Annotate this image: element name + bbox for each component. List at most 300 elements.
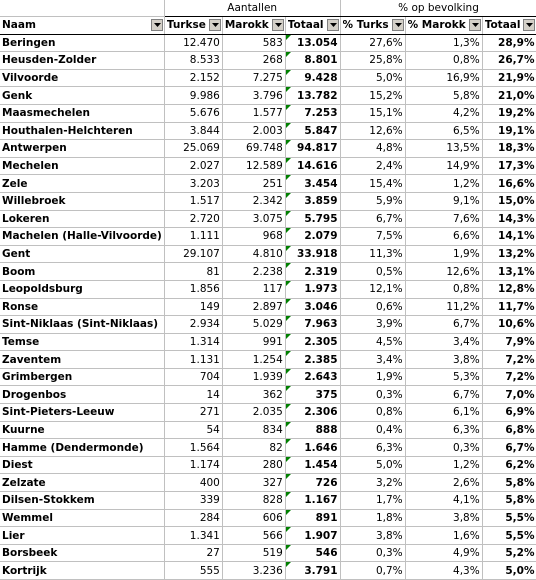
- cell-totaal[interactable]: 9.428: [285, 69, 340, 87]
- cell-turkse[interactable]: 29.107: [164, 245, 222, 263]
- table-row: [0, 421, 536, 439]
- cell-pct-turks[interactable]: 3,2%: [340, 474, 405, 492]
- cell-pct-totaal[interactable]: 7,2%: [482, 351, 536, 369]
- cell-marokk[interactable]: 519: [222, 544, 285, 562]
- cell-naam[interactable]: Maasmechelen: [0, 104, 164, 122]
- cell-pct-turks[interactable]: 27,6%: [340, 34, 405, 52]
- table-row: [0, 104, 536, 122]
- group-pct-bevolking: % op bevolking: [340, 0, 536, 17]
- cell-naam[interactable]: Zelzate: [0, 474, 164, 492]
- cell-pct-totaal[interactable]: 21,0%: [482, 87, 536, 105]
- cell-marokk[interactable]: 2.238: [222, 263, 285, 281]
- cell-turkse[interactable]: 1.174: [164, 456, 222, 474]
- formula-indicator-icon: [286, 35, 291, 40]
- cell-totaal[interactable]: 2.385: [285, 351, 340, 369]
- cell-turkse[interactable]: 9.986: [164, 87, 222, 105]
- cell-naam[interactable]: Heusden-Zolder: [0, 52, 164, 70]
- cell-pct-turks[interactable]: 5,0%: [340, 456, 405, 474]
- cell-turkse[interactable]: 1.341: [164, 527, 222, 545]
- cell-pct-marokk[interactable]: 9,1%: [405, 192, 482, 210]
- cell-pct-totaal[interactable]: 19,1%: [482, 122, 536, 140]
- formula-indicator-icon: [286, 211, 291, 216]
- cell-marokk[interactable]: 3.796: [222, 87, 285, 105]
- cell-turkse[interactable]: 54: [164, 421, 222, 439]
- table-row: [0, 492, 536, 510]
- cell-marokk[interactable]: 3.236: [222, 562, 285, 580]
- filter-dropdown-button[interactable]: [151, 19, 163, 31]
- cell-pct-turks[interactable]: 25,8%: [340, 52, 405, 70]
- cell-marokk[interactable]: 968: [222, 228, 285, 246]
- cell-totaal[interactable]: 1.167: [285, 492, 340, 510]
- cell-pct-totaal[interactable]: 14,3%: [482, 210, 536, 228]
- cell-turkse[interactable]: 14: [164, 386, 222, 404]
- cell-marokk[interactable]: 5.029: [222, 316, 285, 334]
- cell-pct-marokk[interactable]: 1,6%: [405, 527, 482, 545]
- cell-pct-totaal[interactable]: 12,8%: [482, 280, 536, 298]
- formula-indicator-icon: [286, 281, 291, 286]
- formula-indicator-icon: [286, 404, 291, 409]
- column-header-marokk: [222, 17, 285, 35]
- cell-totaal[interactable]: 13.782: [285, 87, 340, 105]
- formula-indicator-icon: [286, 562, 291, 567]
- table-row: [0, 509, 536, 527]
- table-row: [0, 228, 536, 246]
- dropdown-arrow-icon: [330, 23, 337, 27]
- table-row: [0, 192, 536, 210]
- cell-pct-totaal[interactable]: 5,2%: [482, 544, 536, 562]
- cell-totaal[interactable]: 1.907: [285, 527, 340, 545]
- cell-pct-marokk[interactable]: 2,6%: [405, 474, 482, 492]
- column-header-pct-turks: [340, 17, 405, 35]
- cell-totaal[interactable]: 7.963: [285, 316, 340, 334]
- cell-totaal[interactable]: 7.253: [285, 104, 340, 122]
- cell-pct-marokk[interactable]: 1,9%: [405, 245, 482, 263]
- cell-totaal[interactable]: 375: [285, 386, 340, 404]
- cell-naam[interactable]: Leopoldsburg: [0, 280, 164, 298]
- table-row: [0, 333, 536, 351]
- table-row: [0, 439, 536, 457]
- cell-totaal[interactable]: 5.847: [285, 122, 340, 140]
- filter-dropdown-button[interactable]: [392, 19, 404, 31]
- cell-pct-marokk[interactable]: 0,8%: [405, 52, 482, 70]
- cell-pct-turks[interactable]: 2,4%: [340, 157, 405, 175]
- cell-pct-marokk[interactable]: 0,3%: [405, 439, 482, 457]
- cell-turkse[interactable]: 1.131: [164, 351, 222, 369]
- group-header-row: [0, 0, 536, 17]
- cell-totaal[interactable]: 13.054: [285, 34, 340, 52]
- column-header-pct-marokk: [405, 17, 482, 35]
- cell-totaal[interactable]: 546: [285, 544, 340, 562]
- cell-pct-marokk[interactable]: 4,9%: [405, 544, 482, 562]
- column-header-pct-totaal: [482, 17, 536, 35]
- cell-pct-totaal[interactable]: 7,9%: [482, 333, 536, 351]
- cell-pct-totaal[interactable]: 13,2%: [482, 245, 536, 263]
- cell-pct-totaal[interactable]: 5,5%: [482, 527, 536, 545]
- cell-marokk[interactable]: 7.275: [222, 69, 285, 87]
- cell-naam[interactable]: Wemmel: [0, 509, 164, 527]
- cell-naam[interactable]: Zaventem: [0, 351, 164, 369]
- table-row: [0, 298, 536, 316]
- cell-marokk[interactable]: 3.075: [222, 210, 285, 228]
- cell-turkse[interactable]: 1.564: [164, 439, 222, 457]
- table-row: [0, 52, 536, 70]
- table-row: [0, 175, 536, 193]
- column-header-label: % Turks: [342, 19, 389, 32]
- cell-naam[interactable]: Kortrijk: [0, 562, 164, 580]
- cell-totaal[interactable]: 8.801: [285, 52, 340, 70]
- cell-pct-marokk[interactable]: 11,2%: [405, 298, 482, 316]
- cell-pct-turks[interactable]: 0,4%: [340, 421, 405, 439]
- cell-marokk[interactable]: 1.254: [222, 351, 285, 369]
- cell-turkse[interactable]: 2.720: [164, 210, 222, 228]
- cell-pct-turks[interactable]: 4,5%: [340, 333, 405, 351]
- cell-marokk[interactable]: 268: [222, 52, 285, 70]
- cell-pct-totaal[interactable]: 26,7%: [482, 52, 536, 70]
- cell-totaal[interactable]: 94.817: [285, 140, 340, 158]
- cell-pct-totaal[interactable]: 21,9%: [482, 69, 536, 87]
- formula-indicator-icon: [286, 316, 291, 321]
- cell-pct-totaal[interactable]: 17,3%: [482, 157, 536, 175]
- table-row: [0, 562, 536, 580]
- formula-indicator-icon: [286, 492, 291, 497]
- cell-marokk[interactable]: 834: [222, 421, 285, 439]
- cell-totaal[interactable]: 3.046: [285, 298, 340, 316]
- column-header-label: Naam: [2, 19, 36, 32]
- cell-turkse[interactable]: 8.533: [164, 52, 222, 70]
- cell-turkse[interactable]: 3.844: [164, 122, 222, 140]
- cell-pct-totaal[interactable]: 18,3%: [482, 140, 536, 158]
- cell-pct-turks[interactable]: 15,1%: [340, 104, 405, 122]
- table-row: [0, 87, 536, 105]
- cell-turkse[interactable]: 2.934: [164, 316, 222, 334]
- cell-marokk[interactable]: 606: [222, 509, 285, 527]
- cell-pct-totaal[interactable]: 6,2%: [482, 456, 536, 474]
- cell-pct-marokk[interactable]: 5,8%: [405, 87, 482, 105]
- cell-pct-totaal[interactable]: 14,1%: [482, 228, 536, 246]
- cell-pct-marokk[interactable]: 4,2%: [405, 104, 482, 122]
- formula-indicator-icon: [286, 299, 291, 304]
- formula-indicator-icon: [286, 228, 291, 233]
- cell-marokk[interactable]: 362: [222, 386, 285, 404]
- cell-totaal[interactable]: 14.616: [285, 157, 340, 175]
- cell-marokk[interactable]: 69.748: [222, 140, 285, 158]
- cell-pct-marokk[interactable]: 12,6%: [405, 263, 482, 281]
- cell-turkse[interactable]: 3.203: [164, 175, 222, 193]
- cell-turkse[interactable]: 1.111: [164, 228, 222, 246]
- cell-pct-turks[interactable]: 4,8%: [340, 140, 405, 158]
- cell-pct-turks[interactable]: 15,4%: [340, 175, 405, 193]
- cell-pct-totaal[interactable]: 28,9%: [482, 34, 536, 52]
- column-header-totaal: [285, 17, 340, 35]
- table-row: [0, 210, 536, 228]
- cell-pct-turks[interactable]: 0,3%: [340, 386, 405, 404]
- cell-pct-marokk[interactable]: 1,3%: [405, 34, 482, 52]
- cell-pct-turks[interactable]: 15,2%: [340, 87, 405, 105]
- cell-pct-turks[interactable]: 12,1%: [340, 280, 405, 298]
- cell-naam[interactable]: Sint-Niklaas (Sint-Niklaas): [0, 316, 164, 334]
- formula-indicator-icon: [286, 510, 291, 515]
- cell-naam[interactable]: Lier: [0, 527, 164, 545]
- cell-naam[interactable]: Willebroek: [0, 192, 164, 210]
- table-row: [0, 157, 536, 175]
- column-header-label: % Marokk: [407, 19, 466, 32]
- cell-marokk[interactable]: 1.577: [222, 104, 285, 122]
- cell-marokk[interactable]: 566: [222, 527, 285, 545]
- formula-indicator-icon: [286, 369, 291, 374]
- formula-indicator-icon: [286, 105, 291, 110]
- filter-dropdown-button[interactable]: [327, 19, 339, 31]
- cell-pct-turks[interactable]: 7,5%: [340, 228, 405, 246]
- cell-pct-turks[interactable]: 1,9%: [340, 368, 405, 386]
- data-rows: [0, 34, 536, 579]
- cell-naam[interactable]: Drogenbos: [0, 386, 164, 404]
- cell-pct-totaal[interactable]: 5,0%: [482, 562, 536, 580]
- formula-indicator-icon: [286, 334, 291, 339]
- cell-pct-totaal[interactable]: 19,2%: [482, 104, 536, 122]
- formula-indicator-icon: [286, 527, 291, 532]
- filter-dropdown-button[interactable]: [209, 19, 221, 31]
- cell-turkse[interactable]: 5.676: [164, 104, 222, 122]
- cell-pct-marokk[interactable]: 13,5%: [405, 140, 482, 158]
- cell-pct-marokk[interactable]: 3,8%: [405, 351, 482, 369]
- table-row: [0, 456, 536, 474]
- cell-naam[interactable]: Genk: [0, 87, 164, 105]
- formula-indicator-icon: [286, 123, 291, 128]
- cell-naam[interactable]: Beringen: [0, 34, 164, 52]
- cell-pct-totaal[interactable]: 6,7%: [482, 439, 536, 457]
- dropdown-arrow-icon: [275, 23, 282, 27]
- cell-totaal[interactable]: 3.791: [285, 562, 340, 580]
- dropdown-arrow-icon: [526, 23, 533, 27]
- cell-pct-marokk[interactable]: 6,7%: [405, 316, 482, 334]
- cell-naam[interactable]: Sint-Pieters-Leeuw: [0, 404, 164, 422]
- cell-pct-turks[interactable]: 6,7%: [340, 210, 405, 228]
- formula-indicator-icon: [286, 158, 291, 163]
- cell-pct-turks[interactable]: 11,3%: [340, 245, 405, 263]
- cell-pct-marokk[interactable]: 7,6%: [405, 210, 482, 228]
- formula-indicator-icon: [286, 140, 291, 145]
- cell-marokk[interactable]: 251: [222, 175, 285, 193]
- cell-pct-turks[interactable]: 3,8%: [340, 527, 405, 545]
- cell-turkse[interactable]: 27: [164, 544, 222, 562]
- cell-marokk[interactable]: 2.035: [222, 404, 285, 422]
- cell-marokk[interactable]: 1.939: [222, 368, 285, 386]
- cell-naam[interactable]: Kuurne: [0, 421, 164, 439]
- cell-pct-totaal[interactable]: 5,8%: [482, 474, 536, 492]
- cell-turkse[interactable]: 2.027: [164, 157, 222, 175]
- cell-pct-totaal[interactable]: 10,6%: [482, 316, 536, 334]
- cell-marokk[interactable]: 327: [222, 474, 285, 492]
- cell-turkse[interactable]: 339: [164, 492, 222, 510]
- cell-pct-turks[interactable]: 0,6%: [340, 298, 405, 316]
- cell-naam[interactable]: Dilsen-Stokkem: [0, 492, 164, 510]
- formula-indicator-icon: [286, 386, 291, 391]
- cell-naam[interactable]: Machelen (Halle-Vilvoorde): [0, 228, 164, 246]
- cell-pct-totaal[interactable]: 6,9%: [482, 404, 536, 422]
- formula-indicator-icon: [286, 246, 291, 251]
- cell-turkse[interactable]: 2.152: [164, 69, 222, 87]
- cell-pct-turks[interactable]: 6,3%: [340, 439, 405, 457]
- table-row: [0, 544, 536, 562]
- cell-pct-turks[interactable]: 1,7%: [340, 492, 405, 510]
- cell-naam[interactable]: Borsbeek: [0, 544, 164, 562]
- cell-turkse[interactable]: 1.517: [164, 192, 222, 210]
- cell-pct-marokk[interactable]: 4,1%: [405, 492, 482, 510]
- cell-totaal[interactable]: 2.305: [285, 333, 340, 351]
- dropdown-arrow-icon: [154, 23, 161, 27]
- cell-turkse[interactable]: 1.856: [164, 280, 222, 298]
- cell-marokk[interactable]: 828: [222, 492, 285, 510]
- cell-pct-marokk[interactable]: 1,2%: [405, 175, 482, 193]
- table-row: [0, 34, 536, 52]
- cell-naam[interactable]: Gent: [0, 245, 164, 263]
- cell-turkse[interactable]: 284: [164, 509, 222, 527]
- table-row: [0, 474, 536, 492]
- cell-pct-totaal[interactable]: 6,8%: [482, 421, 536, 439]
- cell-naam[interactable]: Grimbergen: [0, 368, 164, 386]
- column-header-naam: [0, 17, 164, 35]
- cell-totaal[interactable]: 1.454: [285, 456, 340, 474]
- cell-turkse[interactable]: 400: [164, 474, 222, 492]
- cell-pct-turks[interactable]: 0,3%: [340, 544, 405, 562]
- formula-indicator-icon: [286, 87, 291, 92]
- cell-marokk[interactable]: 2.897: [222, 298, 285, 316]
- table-row: [0, 245, 536, 263]
- cell-pct-totaal[interactable]: 7,0%: [482, 386, 536, 404]
- cell-marokk[interactable]: 82: [222, 439, 285, 457]
- cell-pct-turks[interactable]: 5,0%: [340, 69, 405, 87]
- cell-naam[interactable]: Diest: [0, 456, 164, 474]
- cell-totaal[interactable]: 5.795: [285, 210, 340, 228]
- filter-dropdown-button[interactable]: [523, 19, 535, 31]
- table-row: [0, 368, 536, 386]
- cell-totaal[interactable]: 1.973: [285, 280, 340, 298]
- cell-pct-marokk[interactable]: 6,3%: [405, 421, 482, 439]
- cell-naam[interactable]: Vilvoorde: [0, 69, 164, 87]
- cell-naam[interactable]: Boom: [0, 263, 164, 281]
- cell-turkse[interactable]: 25.069: [164, 140, 222, 158]
- cell-pct-turks[interactable]: 3,4%: [340, 351, 405, 369]
- cell-pct-totaal[interactable]: 16,6%: [482, 175, 536, 193]
- cell-marokk[interactable]: 12.589: [222, 157, 285, 175]
- cell-naam[interactable]: Ronse: [0, 298, 164, 316]
- cell-pct-marokk[interactable]: 6,1%: [405, 404, 482, 422]
- group-empty-cell: [0, 0, 164, 17]
- cell-naam[interactable]: Zele: [0, 175, 164, 193]
- table-row: [0, 404, 536, 422]
- cell-marokk[interactable]: 991: [222, 333, 285, 351]
- cell-pct-totaal[interactable]: 5,8%: [482, 492, 536, 510]
- cell-turkse[interactable]: 271: [164, 404, 222, 422]
- cell-totaal[interactable]: 2.643: [285, 368, 340, 386]
- cell-pct-totaal[interactable]: 11,7%: [482, 298, 536, 316]
- table-row: [0, 122, 536, 140]
- cell-pct-turks[interactable]: 1,8%: [340, 509, 405, 527]
- formula-indicator-icon: [286, 52, 291, 57]
- cell-turkse[interactable]: 555: [164, 562, 222, 580]
- cell-turkse[interactable]: 704: [164, 368, 222, 386]
- cell-naam[interactable]: Mechelen: [0, 157, 164, 175]
- filter-dropdown-button[interactable]: [469, 19, 481, 31]
- cell-pct-turks[interactable]: 3,9%: [340, 316, 405, 334]
- cell-turkse[interactable]: 81: [164, 263, 222, 281]
- cell-totaal[interactable]: 891: [285, 509, 340, 527]
- cell-pct-marokk[interactable]: 14,9%: [405, 157, 482, 175]
- table-row: [0, 316, 536, 334]
- cell-pct-marokk[interactable]: 1,2%: [405, 456, 482, 474]
- table-row: [0, 351, 536, 369]
- cell-naam[interactable]: Antwerpen: [0, 140, 164, 158]
- cell-pct-totaal[interactable]: 15,0%: [482, 192, 536, 210]
- dropdown-arrow-icon: [472, 23, 479, 27]
- cell-pct-totaal[interactable]: 13,1%: [482, 263, 536, 281]
- column-header-label: Marokk: [224, 19, 269, 32]
- cell-marokk[interactable]: 2.003: [222, 122, 285, 140]
- filter-dropdown-button[interactable]: [272, 19, 284, 31]
- cell-marokk[interactable]: 280: [222, 456, 285, 474]
- cell-turkse[interactable]: 12.470: [164, 34, 222, 52]
- cell-pct-marokk[interactable]: 3,8%: [405, 509, 482, 527]
- cell-naam[interactable]: Hamme (Dendermonde): [0, 439, 164, 457]
- cell-pct-marokk[interactable]: 6,6%: [405, 228, 482, 246]
- cell-marokk[interactable]: 4.810: [222, 245, 285, 263]
- cell-totaal[interactable]: 726: [285, 474, 340, 492]
- table-row: [0, 386, 536, 404]
- table-row: [0, 263, 536, 281]
- cell-totaal[interactable]: 888: [285, 421, 340, 439]
- cell-pct-turks[interactable]: 0,5%: [340, 263, 405, 281]
- cell-marokk[interactable]: 117: [222, 280, 285, 298]
- cell-pct-totaal[interactable]: 5,5%: [482, 509, 536, 527]
- cell-naam[interactable]: Temse: [0, 333, 164, 351]
- cell-totaal[interactable]: 2.319: [285, 263, 340, 281]
- dropdown-arrow-icon: [395, 23, 402, 27]
- cell-pct-marokk[interactable]: 3,4%: [405, 333, 482, 351]
- formula-indicator-icon: [286, 193, 291, 198]
- cell-totaal[interactable]: 3.454: [285, 175, 340, 193]
- cell-pct-marokk[interactable]: 16,9%: [405, 69, 482, 87]
- cell-pct-turks[interactable]: 0,8%: [340, 404, 405, 422]
- cell-turkse[interactable]: 149: [164, 298, 222, 316]
- cell-naam[interactable]: Lokeren: [0, 210, 164, 228]
- cell-totaal[interactable]: 1.646: [285, 439, 340, 457]
- column-header-label: Totaal: [484, 19, 521, 32]
- cell-pct-marokk[interactable]: 5,3%: [405, 368, 482, 386]
- cell-totaal[interactable]: 33.918: [285, 245, 340, 263]
- formula-indicator-icon: [286, 474, 291, 479]
- cell-totaal[interactable]: 2.306: [285, 404, 340, 422]
- cell-pct-turks[interactable]: 0,7%: [340, 562, 405, 580]
- formula-indicator-icon: [286, 422, 291, 427]
- cell-pct-marokk[interactable]: 4,3%: [405, 562, 482, 580]
- cell-turkse[interactable]: 1.314: [164, 333, 222, 351]
- formula-indicator-icon: [286, 70, 291, 75]
- cell-marokk[interactable]: 2.342: [222, 192, 285, 210]
- cell-pct-marokk[interactable]: 6,5%: [405, 122, 482, 140]
- dropdown-arrow-icon: [212, 23, 219, 27]
- cell-marokk[interactable]: 583: [222, 34, 285, 52]
- cell-pct-marokk[interactable]: 0,8%: [405, 280, 482, 298]
- cell-naam[interactable]: Houthalen-Helchteren: [0, 122, 164, 140]
- column-header-row: [0, 17, 536, 35]
- cell-totaal[interactable]: 2.079: [285, 228, 340, 246]
- cell-pct-marokk[interactable]: 6,7%: [405, 386, 482, 404]
- cell-pct-totaal[interactable]: 7,2%: [482, 368, 536, 386]
- cell-totaal[interactable]: 3.859: [285, 192, 340, 210]
- formula-indicator-icon: [286, 263, 291, 268]
- cell-pct-turks[interactable]: 12,6%: [340, 122, 405, 140]
- cell-pct-turks[interactable]: 5,9%: [340, 192, 405, 210]
